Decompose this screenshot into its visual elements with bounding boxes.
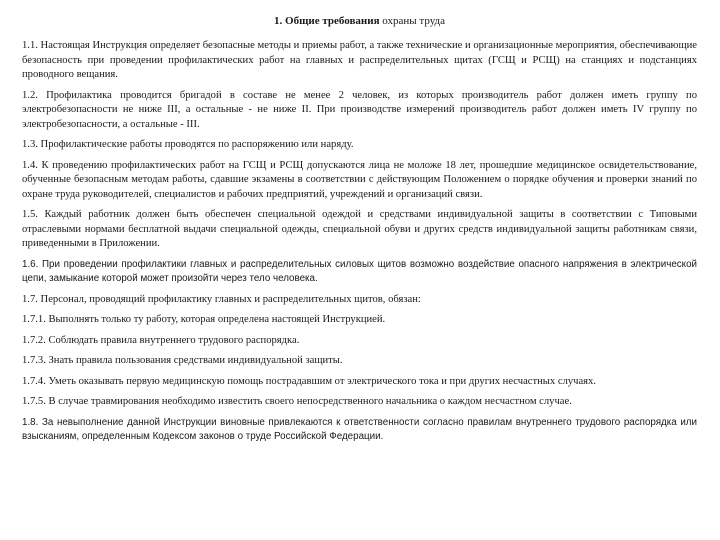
section-title-bold: 1. Общие требования [274,15,380,27]
paragraph-1-1: 1.1. Настоящая Инструкция определяет безопасные методы и приемы работ, а также технические и организационные мероприятия, обеспечивающие безопасность при проведении профилактических работ на главных и распределительных щитах (ГСЩ и РСЩ) на станциях и подстанциях проводного вещания. [22,40,697,80]
paragraph-1-7: 1.7. Персонал, проводящий профилактику главных и распределительных щитов, обязан: [22,293,421,305]
paragraph-1-8: 1.8. За невыполнение данной Инструкции виновные привлекаются к ответственности согласно правилам внутреннего трудового распорядка или взысканиям, определенным Кодексом законов о труде Российской Федерации. [22,416,697,442]
paragraph-1-2: 1.2. Профилактика проводится бригадой в составе не менее 2 человек, из которых производитель работ должен иметь группу по электробезопасности не ниже III, а остальные - не ниже II. При производстве измерений производитель работ должен иметь IV группу по электробезопасности, а остальные - III. [22,89,697,130]
paragraph-1-6: 1.6. При проведении профилактики главных и распределительных силовых щитов возможно воздействие опасного напряжения в электрической цепи, замыкание которой может произойти через тело человека. [22,258,697,284]
document-page [22,14,697,451]
paragraph-1-7-3: 1.7.3. Знать правила пользования средствами индивидуальной защиты. [22,355,343,366]
paragraph-1-5: 1.5. Каждый работник должен быть обеспечен специальной одеждой и средствами индивидуальной защиты в соответствии с Типовыми отраслевыми нормами бесплатной выдачи специальной одежды, специальной обуви и других средств индивидуальной защиты работникам связи, приведенными в Приложении. [22,209,697,249]
section-title-rest: охраны труда [379,15,445,27]
paragraph-1-7-1: 1.7.1. Выполнять только ту работу, которая определена настоящей Инструкцией. [22,314,386,325]
section-title [22,14,697,28]
paragraph-1-7-4: 1.7.4. Уметь оказывать первую медицинскую помощь пострадавшим от электрического тока и при других несчастных случаях. [22,375,597,387]
paragraph-1-3: 1.3. Профилактические работы проводятся по распоряжению или наряду. [22,139,354,150]
paragraph-1-4: 1.4. К проведению профилактических работ на ГСЩ и РСЩ допускаются лица не моложе 18 лет, прошедшие медицинское освидетельствование, обученные безопасным методам работы, сдавшие экзамены в соответствии с действующим Положением о порядке обучения и проверки знаний по охране труда руководителей, специалистов и рабочих предприятий, учреждений и организаций связи. [22,159,697,200]
paragraph-1-7-2: 1.7.2. Соблюдать правила внутреннего трудового распорядка. [22,334,300,346]
paragraph-1-7-5: 1.7.5. В случае травмирования необходимо известить своего непосредственного начальника о каждом несчастном случае. [22,396,572,407]
